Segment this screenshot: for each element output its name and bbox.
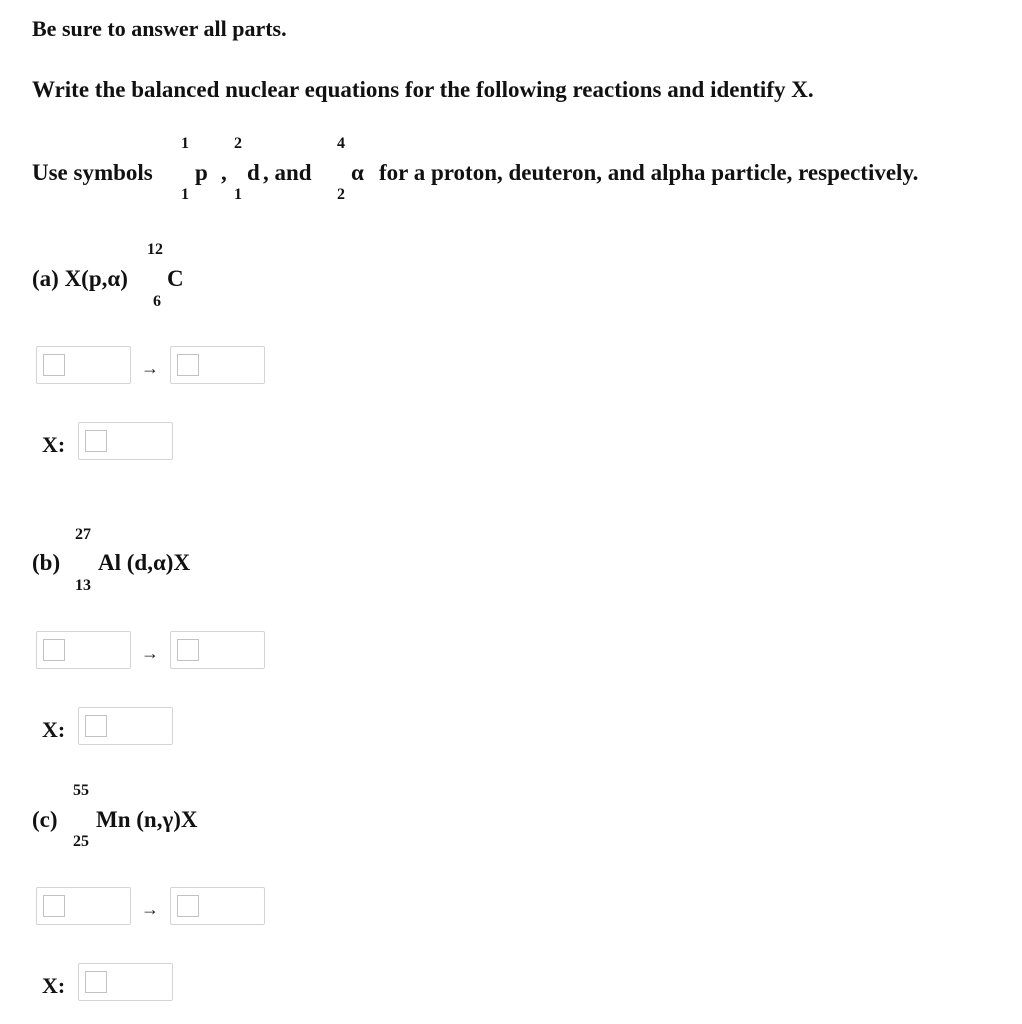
answer-placeholder-icon xyxy=(85,971,107,993)
part-a-reactants-input[interactable] xyxy=(36,346,131,384)
symbols-tail: for a proton, deuteron, and alpha particle, respectively. xyxy=(379,160,919,185)
deuteron-atomic-number: 1 xyxy=(234,186,242,203)
question-prompt: Write the balanced nuclear equations for the following reactions and identify X. xyxy=(32,77,814,102)
answer-placeholder-icon xyxy=(177,895,199,917)
answer-placeholder-icon xyxy=(85,430,107,452)
part-b-x-label: X: xyxy=(42,717,66,742)
part-b-mass-number: 27 xyxy=(75,526,91,543)
deuteron-mass-number: 2 xyxy=(234,135,242,152)
symbols-lead: Use symbols xyxy=(32,160,153,185)
part-c-x-label: X: xyxy=(42,973,66,998)
part-c-atomic-number: 25 xyxy=(73,833,89,850)
part-a-mass-number: 12 xyxy=(147,241,163,258)
part-a-products-input[interactable] xyxy=(170,346,265,384)
reaction-arrow: → xyxy=(141,643,159,663)
part-a-x-label: X: xyxy=(42,432,66,457)
proton-mass-number: 1 xyxy=(181,135,189,152)
reaction-arrow: → xyxy=(141,358,159,378)
part-c-x-input[interactable] xyxy=(78,963,173,1001)
part-a-atomic-number: 6 xyxy=(153,293,161,310)
reaction-arrow: → xyxy=(141,899,159,919)
part-c-reactants-input[interactable] xyxy=(36,887,131,925)
part-b-reaction: Al (d,α)X xyxy=(98,550,191,575)
alpha-atomic-number: 2 xyxy=(337,186,345,203)
part-a-x-input[interactable] xyxy=(78,422,173,460)
separator-comma: , xyxy=(221,160,227,185)
part-a-symbol: C xyxy=(167,266,184,291)
part-b-label: (b) xyxy=(32,550,61,575)
answer-placeholder-icon xyxy=(43,354,65,376)
deuteron-symbol: d xyxy=(247,160,260,185)
separator-and: , and xyxy=(263,160,312,185)
part-b-atomic-number: 13 xyxy=(75,577,91,594)
instruction-text: Be sure to answer all parts. xyxy=(32,16,287,41)
answer-placeholder-icon xyxy=(177,354,199,376)
answer-placeholder-icon xyxy=(85,715,107,737)
part-a-reaction: (a) X(p,α) xyxy=(32,266,128,291)
alpha-symbol: α xyxy=(351,160,364,185)
part-c-label: (c) xyxy=(32,807,58,832)
part-b-reactants-input[interactable] xyxy=(36,631,131,669)
part-b-products-input[interactable] xyxy=(170,631,265,669)
answer-placeholder-icon xyxy=(43,639,65,661)
part-b-x-input[interactable] xyxy=(78,707,173,745)
part-c-mass-number: 55 xyxy=(73,782,89,799)
alpha-mass-number: 4 xyxy=(337,135,345,152)
part-c-products-input[interactable] xyxy=(170,887,265,925)
proton-atomic-number: 1 xyxy=(181,186,189,203)
answer-placeholder-icon xyxy=(43,895,65,917)
answer-placeholder-icon xyxy=(177,639,199,661)
proton-symbol: p xyxy=(195,160,208,185)
part-c-reaction: Mn (n,γ)X xyxy=(96,807,198,832)
